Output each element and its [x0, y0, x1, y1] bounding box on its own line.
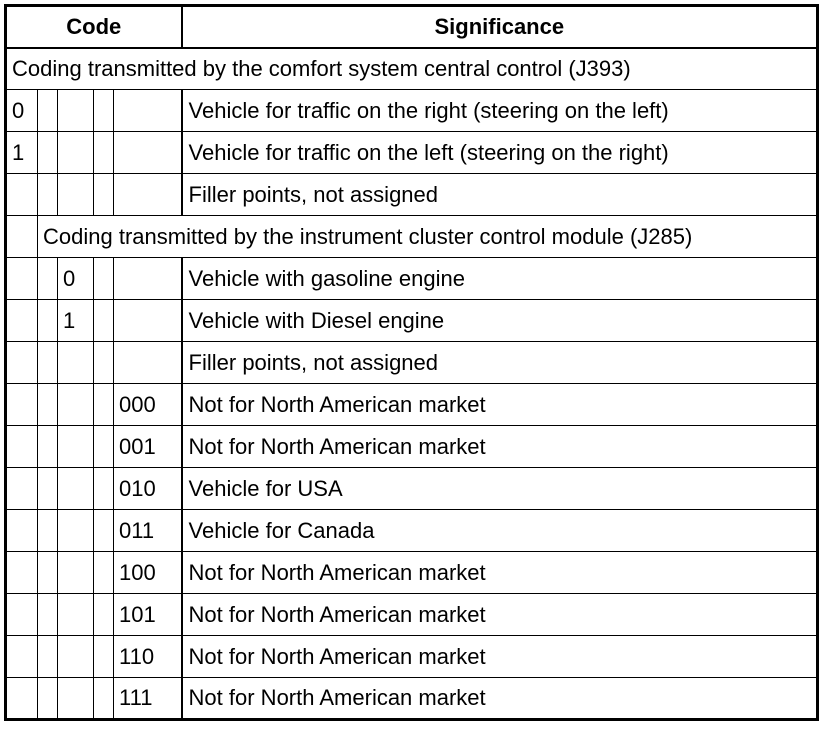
code-value-cell: 010 — [114, 468, 182, 510]
code-digit-cell — [58, 426, 94, 468]
empty-code-cell — [94, 384, 114, 426]
table-row — [6, 90, 818, 132]
empty-code-cell — [6, 216, 38, 258]
code-digit-cell — [6, 258, 38, 300]
empty-code-cell — [38, 90, 58, 132]
code-digit-cell — [58, 468, 94, 510]
code-digit-cell — [58, 132, 94, 174]
significance-cell: Not for North American market — [182, 426, 818, 468]
significance-cell: Not for North American market — [182, 636, 818, 678]
section-title: Coding transmitted by the instrument cluster control module (J285) — [38, 216, 818, 258]
code-value-cell — [114, 174, 182, 216]
table-header-row — [6, 6, 818, 48]
significance-cell: Not for North American market — [182, 678, 818, 720]
code-value-cell: 110 — [114, 636, 182, 678]
significance-cell: Vehicle for USA — [182, 468, 818, 510]
empty-code-cell — [94, 552, 114, 594]
code-digit-cell: 0 — [6, 90, 38, 132]
code-digit-cell — [58, 174, 94, 216]
code-digit-cell — [58, 342, 94, 384]
significance-cell: Vehicle for traffic on the right (steering on the left) — [182, 90, 818, 132]
table-row — [6, 594, 818, 636]
code-digit-cell — [58, 90, 94, 132]
code-digit-cell — [58, 594, 94, 636]
code-value-cell: 000 — [114, 384, 182, 426]
code-digit-cell — [6, 384, 38, 426]
empty-code-cell — [94, 258, 114, 300]
significance-cell: Not for North American market — [182, 552, 818, 594]
empty-code-cell — [38, 552, 58, 594]
code-digit-cell — [58, 678, 94, 720]
code-digit-cell — [58, 384, 94, 426]
coding-table — [4, 4, 819, 721]
empty-code-cell — [94, 300, 114, 342]
code-digit-cell — [6, 678, 38, 720]
empty-code-cell — [38, 132, 58, 174]
empty-code-cell — [38, 426, 58, 468]
significance-cell: Filler points, not assigned — [182, 174, 818, 216]
code-digit-cell: 1 — [6, 132, 38, 174]
code-value-cell: 101 — [114, 594, 182, 636]
code-digit-cell — [6, 594, 38, 636]
code-value-cell: 001 — [114, 426, 182, 468]
table-row — [6, 426, 818, 468]
code-digit-cell — [6, 300, 38, 342]
empty-code-cell — [94, 426, 114, 468]
code-digit-cell — [58, 510, 94, 552]
code-digit-cell — [58, 636, 94, 678]
section-row — [6, 216, 818, 258]
code-value-cell: 111 — [114, 678, 182, 720]
significance-cell: Filler points, not assigned — [182, 342, 818, 384]
significance-cell: Vehicle for Canada — [182, 510, 818, 552]
table-row — [6, 258, 818, 300]
table-row — [6, 678, 818, 720]
empty-code-cell — [38, 678, 58, 720]
code-value-cell: 011 — [114, 510, 182, 552]
code-value-cell — [114, 300, 182, 342]
code-value-cell — [114, 258, 182, 300]
table-row — [6, 468, 818, 510]
empty-code-cell — [94, 594, 114, 636]
table-row — [6, 552, 818, 594]
empty-code-cell — [38, 342, 58, 384]
code-digit-cell — [6, 426, 38, 468]
table-row — [6, 174, 818, 216]
empty-code-cell — [38, 510, 58, 552]
code-digit-cell: 1 — [58, 300, 94, 342]
empty-code-cell — [38, 300, 58, 342]
empty-code-cell — [38, 468, 58, 510]
code-value-cell — [114, 342, 182, 384]
code-digit-cell — [6, 468, 38, 510]
table-row — [6, 510, 818, 552]
empty-code-cell — [94, 510, 114, 552]
code-digit-cell — [6, 174, 38, 216]
significance-header: Significance — [182, 6, 818, 48]
table-row — [6, 342, 818, 384]
code-value-cell: 100 — [114, 552, 182, 594]
code-digit-cell — [6, 636, 38, 678]
code-digit-cell — [6, 510, 38, 552]
empty-code-cell — [94, 132, 114, 174]
empty-code-cell — [94, 468, 114, 510]
empty-code-cell — [38, 636, 58, 678]
code-digit-cell — [58, 552, 94, 594]
empty-code-cell — [94, 636, 114, 678]
significance-cell: Vehicle for traffic on the left (steering on the right) — [182, 132, 818, 174]
code-value-cell — [114, 132, 182, 174]
significance-cell: Not for North American market — [182, 594, 818, 636]
empty-code-cell — [94, 90, 114, 132]
table-row — [6, 132, 818, 174]
empty-code-cell — [38, 594, 58, 636]
code-header: Code — [6, 6, 182, 48]
empty-code-cell — [94, 342, 114, 384]
empty-code-cell — [94, 678, 114, 720]
code-value-cell — [114, 90, 182, 132]
section-title: Coding transmitted by the comfort system central control (J393) — [6, 48, 818, 90]
significance-cell: Not for North American market — [182, 384, 818, 426]
code-digit-cell — [6, 342, 38, 384]
empty-code-cell — [38, 384, 58, 426]
empty-code-cell — [38, 258, 58, 300]
section-row — [6, 48, 818, 90]
empty-code-cell — [38, 174, 58, 216]
code-digit-cell: 0 — [58, 258, 94, 300]
table-row — [6, 636, 818, 678]
table-row — [6, 384, 818, 426]
code-digit-cell — [6, 552, 38, 594]
table-row — [6, 300, 818, 342]
significance-cell: Vehicle with Diesel engine — [182, 300, 818, 342]
empty-code-cell — [94, 174, 114, 216]
significance-cell: Vehicle with gasoline engine — [182, 258, 818, 300]
